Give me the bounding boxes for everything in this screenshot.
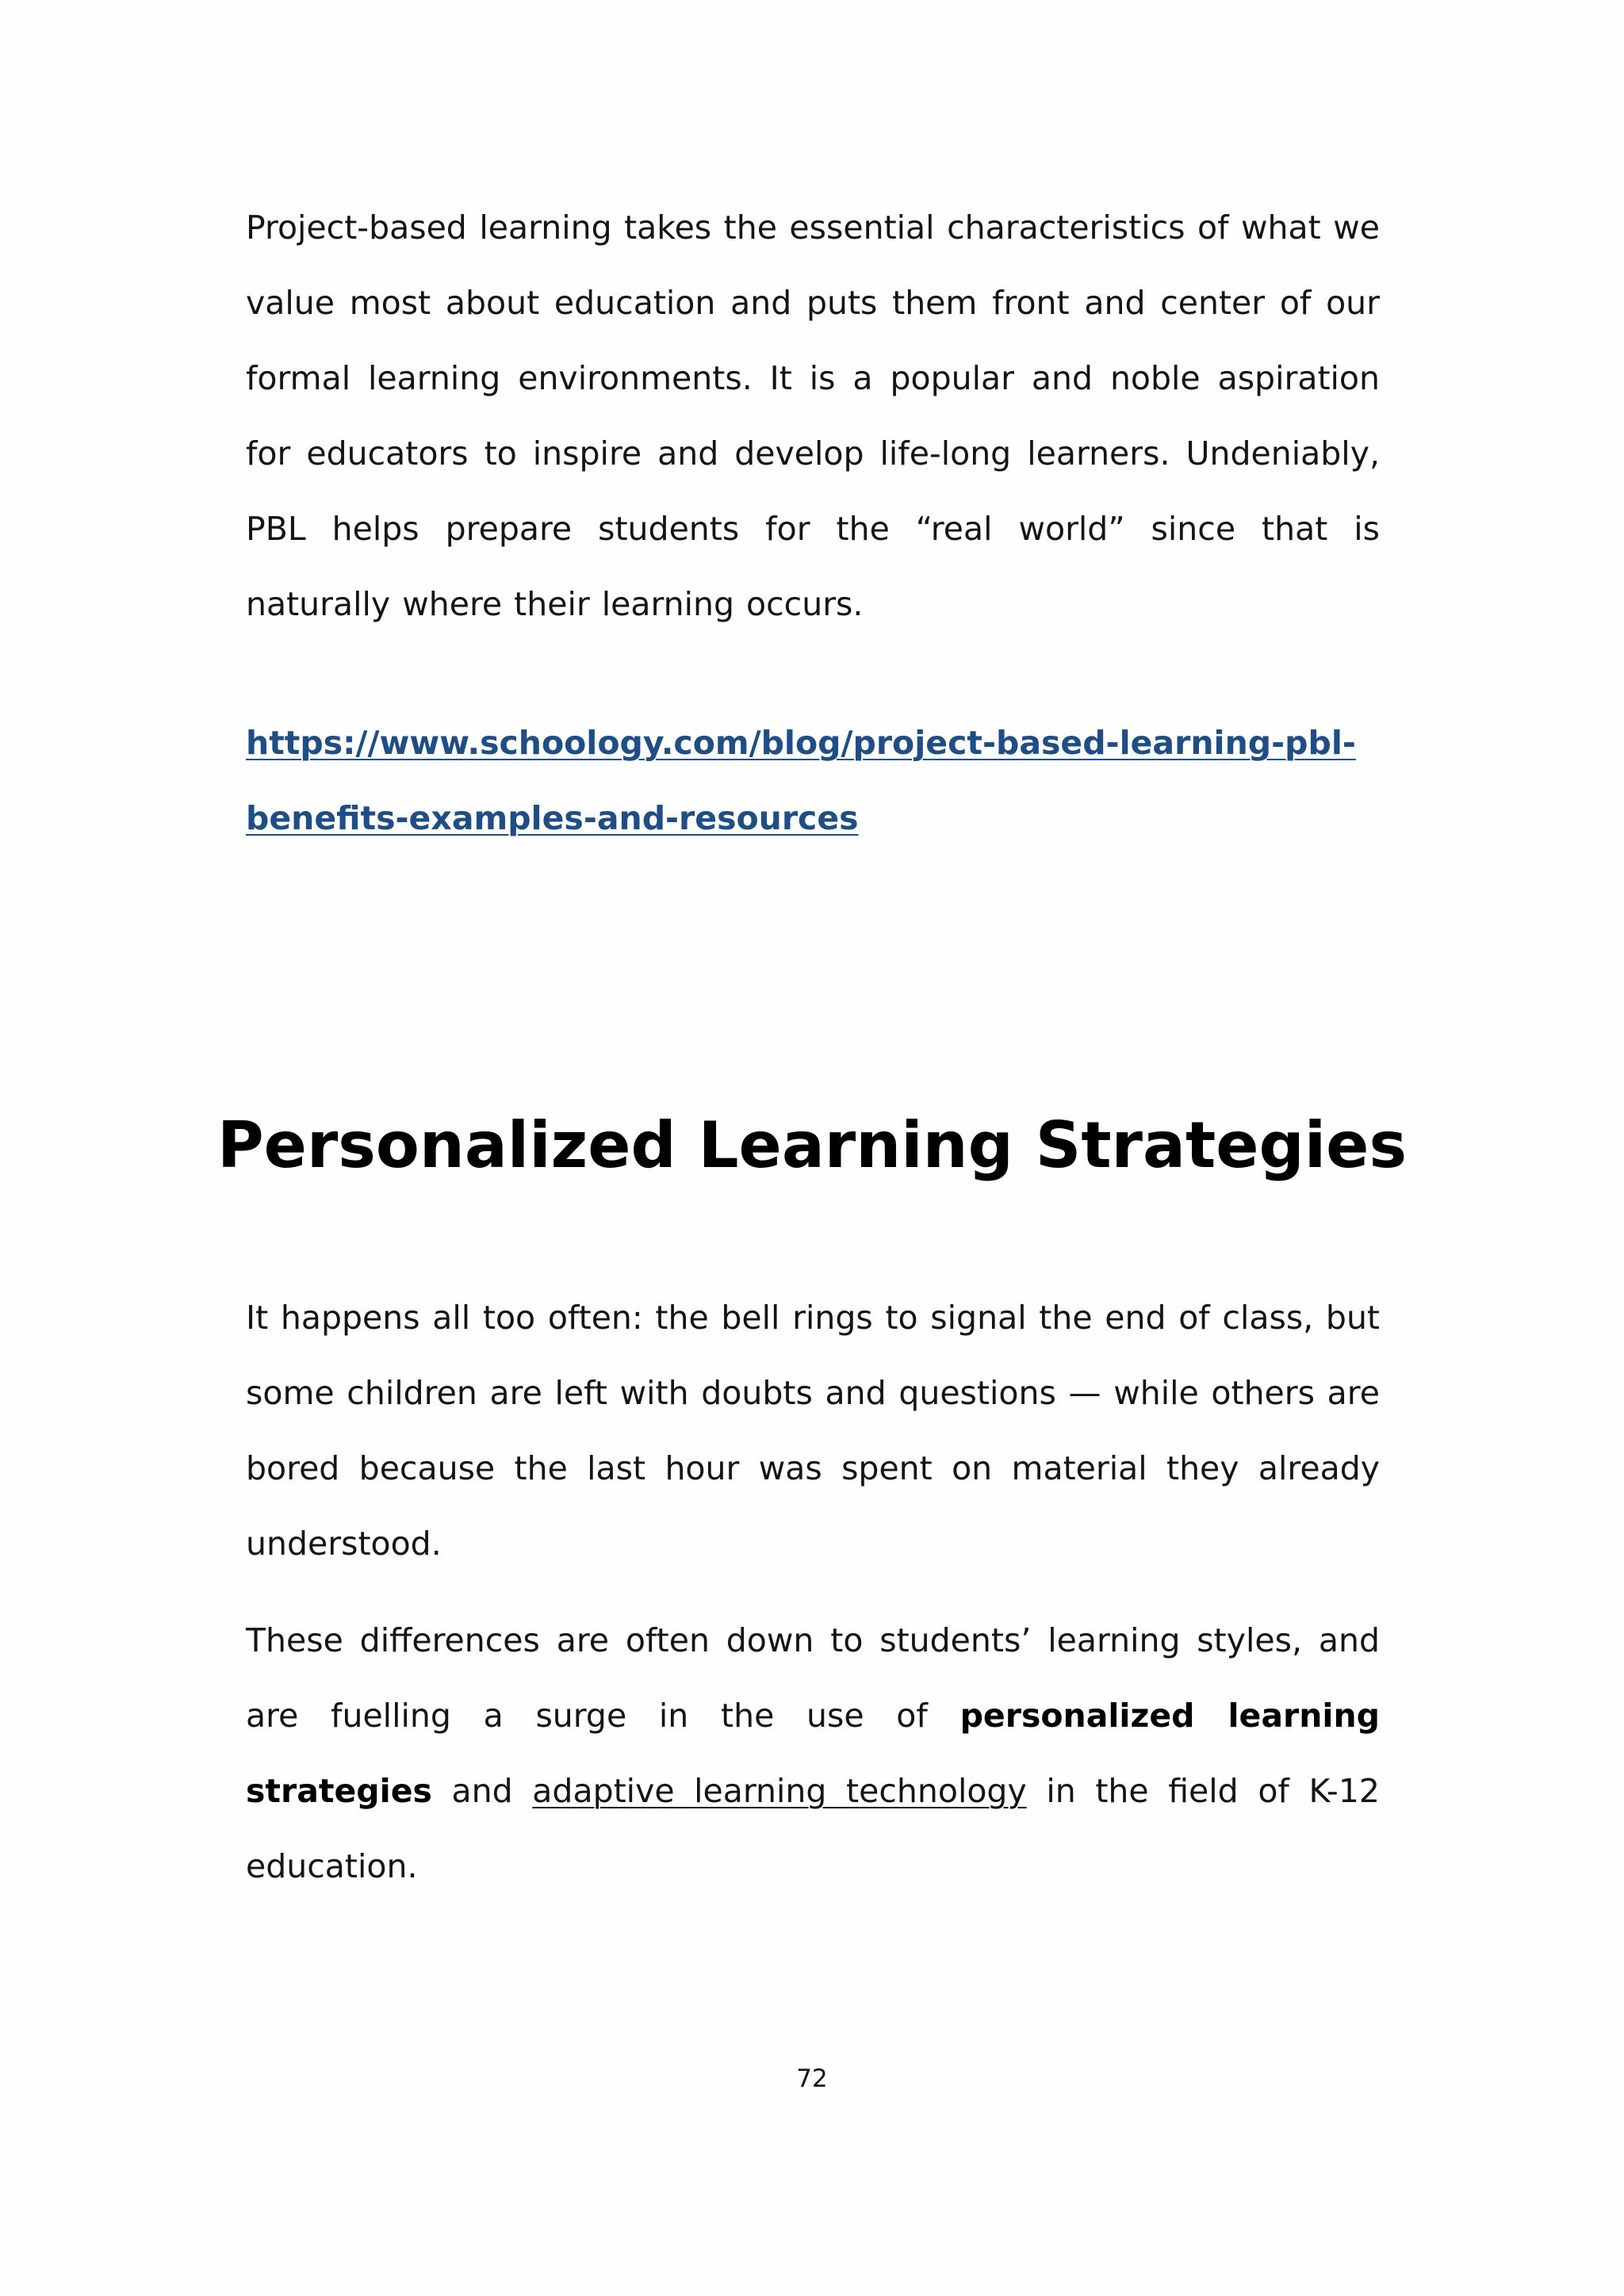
adaptive-learning-technology-link[interactable]: adaptive learning technology: [532, 1772, 1027, 1810]
section-heading: Personalized Learning Strategies: [216, 1108, 1408, 1182]
problem-paragraph: It happens all too often: the bell rings to signal the end of class, but some children are left with doubts and questions — while others are bored because the last hour was spent on material they already understood.: [246, 1299, 1380, 1563]
page-number: 72: [796, 2064, 828, 2093]
differences-paragraph: [246, 1603, 1380, 1904]
source-link-continued[interactable]: [246, 781, 1380, 856]
differences-text-part-3: in the field of K-12 education.: [246, 1772, 1381, 1885]
source-link-line-1: https://www.schoology.com/blog/project-based-learning-pbl-: [246, 724, 1356, 762]
source-link-line-2: benefits-examples-and-resources: [246, 799, 859, 837]
source-link-block: [246, 706, 1380, 856]
source-link[interactable]: [246, 706, 1380, 781]
differences-text-part-1: These differences are often down to students’ learning styles, and are fuelling a surge in the use of: [246, 1621, 1380, 1735]
intro-paragraph: Project-based learning takes the essential characteristics of what we value most about education and puts them front and center of our formal learning environments. It is a popular and noble aspiration for educators to inspire and develop life-long learners. Undeniably, PBL helps prepare students for the “real world” since that is naturally where their learning occurs.: [246, 209, 1380, 623]
personalized-learning-strategies-term: personalized learning strategies: [246, 1697, 1380, 1810]
differences-text-part-2: and: [431, 1772, 533, 1810]
